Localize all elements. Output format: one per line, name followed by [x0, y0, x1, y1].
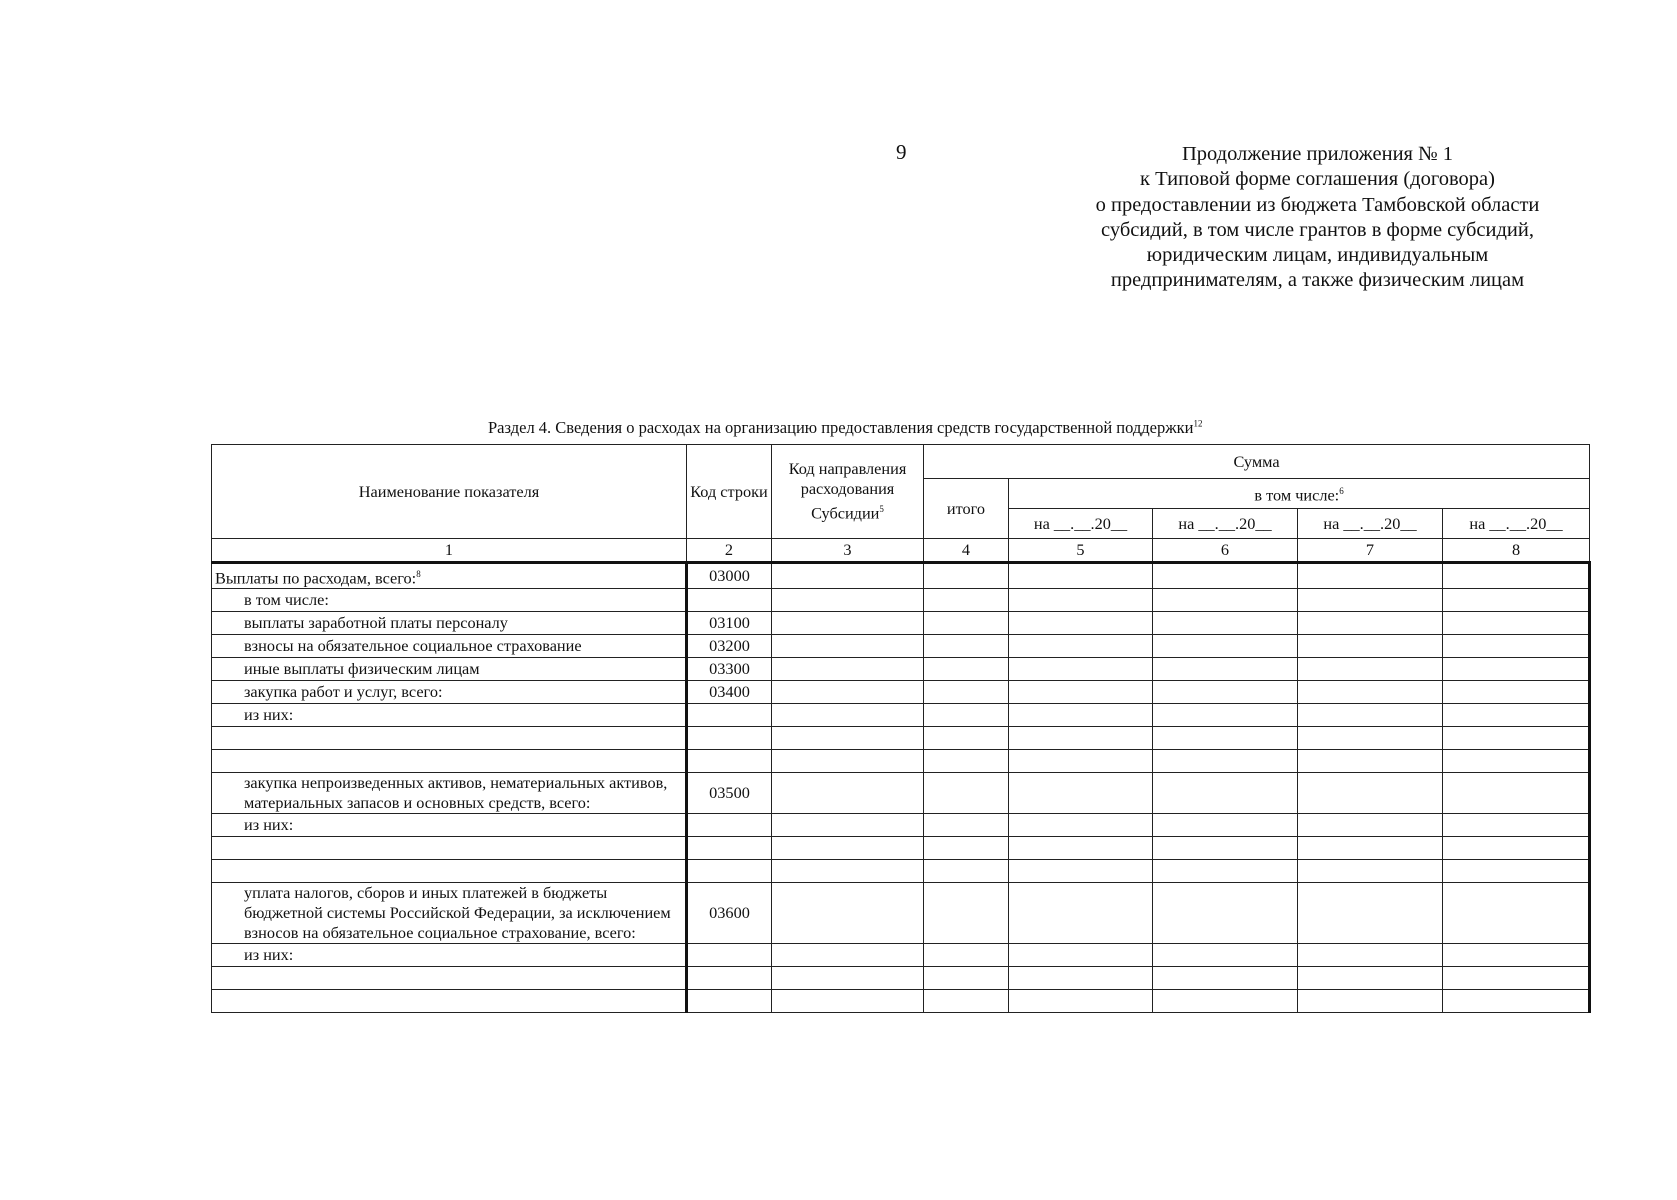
row-name-text: закупка непроизведенных активов, нематериальных активов, материальных запасов и основных средств, всего: — [244, 773, 668, 813]
value-cell — [772, 681, 924, 704]
value-cell — [1009, 589, 1153, 612]
row-code — [687, 990, 772, 1013]
value-cell — [1009, 635, 1153, 658]
column-number: 6 — [1153, 539, 1298, 563]
row-name — [212, 883, 687, 944]
value-cell — [924, 773, 1009, 814]
value-cell — [1298, 967, 1443, 990]
header-line: о предоставлении из бюджета Тамбовской области — [1095, 193, 1540, 216]
header-direction-text: Код направления расходования Субсидии — [788, 459, 907, 523]
header-line: к Типовой форме соглашения (договора) — [1140, 168, 1495, 191]
column-number: 3 — [772, 539, 924, 563]
table-row — [212, 727, 1590, 750]
value-cell — [1009, 681, 1153, 704]
row-code — [687, 860, 772, 883]
value-cell — [1443, 967, 1590, 990]
row-name-text: из них: — [244, 815, 294, 835]
row-name-footnote: 8 — [416, 569, 421, 579]
header-total: итого — [924, 479, 1009, 539]
value-cell — [1443, 837, 1590, 860]
value-cell — [924, 750, 1009, 773]
value-cell — [924, 704, 1009, 727]
row-name-text: из них: — [244, 945, 294, 965]
column-number: 1 — [212, 539, 687, 563]
table-row — [212, 612, 1590, 635]
row-code — [687, 704, 772, 727]
row-code: 03400 — [687, 681, 772, 704]
value-cell — [1153, 589, 1298, 612]
value-cell — [772, 990, 924, 1013]
value-cell — [1298, 612, 1443, 635]
row-name-text: выплаты заработной платы персоналу — [244, 613, 508, 633]
row-name — [212, 727, 687, 750]
value-cell — [1153, 681, 1298, 704]
value-cell — [924, 658, 1009, 681]
value-cell — [1298, 681, 1443, 704]
row-name-text: Выплаты по расходам, всего: — [215, 568, 417, 588]
value-cell — [1153, 837, 1298, 860]
table-row — [212, 563, 1590, 589]
value-cell — [924, 944, 1009, 967]
value-cell — [924, 681, 1009, 704]
value-cell — [924, 612, 1009, 635]
value-cell — [1443, 704, 1590, 727]
value-cell — [924, 967, 1009, 990]
value-cell — [772, 860, 924, 883]
value-cell — [1153, 563, 1298, 589]
value-cell — [1153, 814, 1298, 837]
header-date-4: на __.__.20__ — [1443, 509, 1590, 539]
header-line: субсидий, в том числе грантов в форме субсидий, — [1101, 218, 1534, 241]
page-number: 9 — [896, 140, 907, 164]
header-date-3: на __.__.20__ — [1298, 509, 1443, 539]
value-cell — [1298, 750, 1443, 773]
value-cell — [1443, 750, 1590, 773]
row-code — [687, 967, 772, 990]
row-code: 03500 — [687, 773, 772, 814]
value-cell — [1153, 750, 1298, 773]
value-cell — [1009, 563, 1153, 589]
header-date-2: на __.__.20__ — [1153, 509, 1298, 539]
row-code — [687, 814, 772, 837]
value-cell — [772, 658, 924, 681]
table-row — [212, 990, 1590, 1013]
row-name-text: в том числе: — [244, 590, 329, 610]
value-cell — [1443, 990, 1590, 1013]
value-cell — [772, 773, 924, 814]
row-code: 03200 — [687, 635, 772, 658]
section-title-text: Раздел 4. Сведения о расходах на организацию предоставления средств государственной поддержки — [488, 418, 1194, 437]
value-cell — [1298, 837, 1443, 860]
value-cell — [1009, 727, 1153, 750]
value-cell — [1009, 658, 1153, 681]
header-code: Код строки — [687, 445, 772, 539]
row-name — [212, 750, 687, 773]
value-cell — [1009, 860, 1153, 883]
value-cell — [1153, 967, 1298, 990]
value-cell — [1153, 658, 1298, 681]
value-cell — [1009, 967, 1153, 990]
value-cell — [1298, 635, 1443, 658]
header-sum: Сумма — [924, 445, 1590, 479]
value-cell — [1298, 658, 1443, 681]
value-cell — [1009, 750, 1153, 773]
value-cell — [924, 589, 1009, 612]
header-direction — [772, 445, 924, 539]
appendix-header — [1030, 142, 1605, 294]
value-cell — [924, 860, 1009, 883]
value-cell — [772, 967, 924, 990]
row-name — [212, 990, 687, 1013]
value-cell — [1443, 727, 1590, 750]
value-cell — [924, 635, 1009, 658]
table-row — [212, 837, 1590, 860]
row-code: 03600 — [687, 883, 772, 944]
row-name — [212, 635, 687, 658]
value-cell — [924, 563, 1009, 589]
header-including-footnote: 6 — [1339, 486, 1344, 497]
row-name — [212, 944, 687, 967]
value-cell — [924, 990, 1009, 1013]
value-cell — [1153, 990, 1298, 1013]
value-cell — [924, 814, 1009, 837]
column-number: 2 — [687, 539, 772, 563]
value-cell — [1153, 773, 1298, 814]
value-cell — [1298, 814, 1443, 837]
row-name — [212, 563, 687, 589]
value-cell — [772, 883, 924, 944]
row-code — [687, 944, 772, 967]
value-cell — [1443, 563, 1590, 589]
value-cell — [1443, 635, 1590, 658]
value-cell — [1443, 681, 1590, 704]
header-name: Наименование показателя — [212, 445, 687, 539]
header-date-1: на __.__.20__ — [1009, 509, 1153, 539]
row-name — [212, 681, 687, 704]
value-cell — [772, 704, 924, 727]
value-cell — [1009, 837, 1153, 860]
value-cell — [1443, 589, 1590, 612]
row-name — [212, 704, 687, 727]
value-cell — [1153, 635, 1298, 658]
value-cell — [772, 589, 924, 612]
row-code: 03100 — [687, 612, 772, 635]
value-cell — [1009, 612, 1153, 635]
value-cell — [1443, 944, 1590, 967]
row-name-text: уплата налогов, сборов и иных платежей в бюджеты бюджетной системы Российской Федерации, за исключением взносов на обязательное социальное страхование, всего: — [244, 883, 671, 943]
row-name — [212, 612, 687, 635]
value-cell — [1009, 990, 1153, 1013]
table-row — [212, 860, 1590, 883]
table-row — [212, 635, 1590, 658]
table-row — [212, 704, 1590, 727]
value-cell — [1009, 773, 1153, 814]
value-cell — [1298, 563, 1443, 589]
value-cell — [772, 814, 924, 837]
header-line: предпринимателям, а также физическим лицам — [1110, 269, 1525, 292]
value-cell — [1298, 860, 1443, 883]
value-cell — [1153, 883, 1298, 944]
value-cell — [772, 563, 924, 589]
value-cell — [1443, 773, 1590, 814]
value-cell — [1298, 704, 1443, 727]
value-cell — [1298, 990, 1443, 1013]
header-including-text: в том числе: — [1254, 485, 1340, 505]
row-code — [687, 727, 772, 750]
row-name — [212, 837, 687, 860]
value-cell — [1153, 944, 1298, 967]
table-row — [212, 750, 1590, 773]
section-title — [210, 418, 1677, 438]
column-number: 8 — [1443, 539, 1590, 563]
row-name — [212, 967, 687, 990]
value-cell — [1009, 883, 1153, 944]
value-cell — [1443, 860, 1590, 883]
value-cell — [1009, 704, 1153, 727]
row-name — [212, 589, 687, 612]
row-name-text: иные выплаты физическим лицам — [244, 659, 480, 679]
row-code: 03000 — [687, 563, 772, 589]
value-cell — [1153, 860, 1298, 883]
row-code — [687, 837, 772, 860]
table-row — [212, 944, 1590, 967]
value-cell — [1443, 612, 1590, 635]
value-cell — [1153, 704, 1298, 727]
row-name — [212, 814, 687, 837]
table-row — [212, 681, 1590, 704]
table-row — [212, 814, 1590, 837]
value-cell — [772, 837, 924, 860]
header-direction-footnote: 5 — [879, 504, 884, 515]
value-cell — [1153, 727, 1298, 750]
value-cell — [1009, 814, 1153, 837]
value-cell — [1443, 658, 1590, 681]
table-row — [212, 589, 1590, 612]
value-cell — [1009, 944, 1153, 967]
value-cell — [1298, 883, 1443, 944]
column-number: 5 — [1009, 539, 1153, 563]
row-code — [687, 589, 772, 612]
value-cell — [772, 750, 924, 773]
value-cell — [772, 612, 924, 635]
row-name-text: взносы на обязательное социальное страхование — [244, 636, 582, 656]
value-cell — [1298, 589, 1443, 612]
row-name — [212, 658, 687, 681]
row-name-text: из них: — [244, 705, 294, 725]
value-cell — [772, 727, 924, 750]
row-name — [212, 773, 687, 814]
value-cell — [772, 944, 924, 967]
value-cell — [1443, 814, 1590, 837]
header-line: юридическим лицам, индивидуальным — [1146, 244, 1489, 267]
column-number: 4 — [924, 539, 1009, 563]
value-cell — [1298, 944, 1443, 967]
value-cell — [924, 883, 1009, 944]
section-title-footnote: 12 — [1193, 418, 1203, 429]
table-row — [212, 658, 1590, 681]
value-cell — [924, 727, 1009, 750]
table-row — [212, 967, 1590, 990]
value-cell — [1298, 727, 1443, 750]
expenses-table — [211, 444, 1591, 1013]
header-including — [1009, 479, 1590, 509]
value-cell — [1443, 883, 1590, 944]
table-row — [212, 883, 1590, 944]
row-code: 03300 — [687, 658, 772, 681]
row-code — [687, 750, 772, 773]
header-line: Продолжение приложения № 1 — [1181, 143, 1454, 165]
value-cell — [924, 837, 1009, 860]
value-cell — [1153, 612, 1298, 635]
table-row — [212, 773, 1590, 814]
column-number: 7 — [1298, 539, 1443, 563]
row-name-text: закупка работ и услуг, всего: — [244, 682, 443, 702]
value-cell — [1298, 773, 1443, 814]
value-cell — [772, 635, 924, 658]
row-name — [212, 860, 687, 883]
